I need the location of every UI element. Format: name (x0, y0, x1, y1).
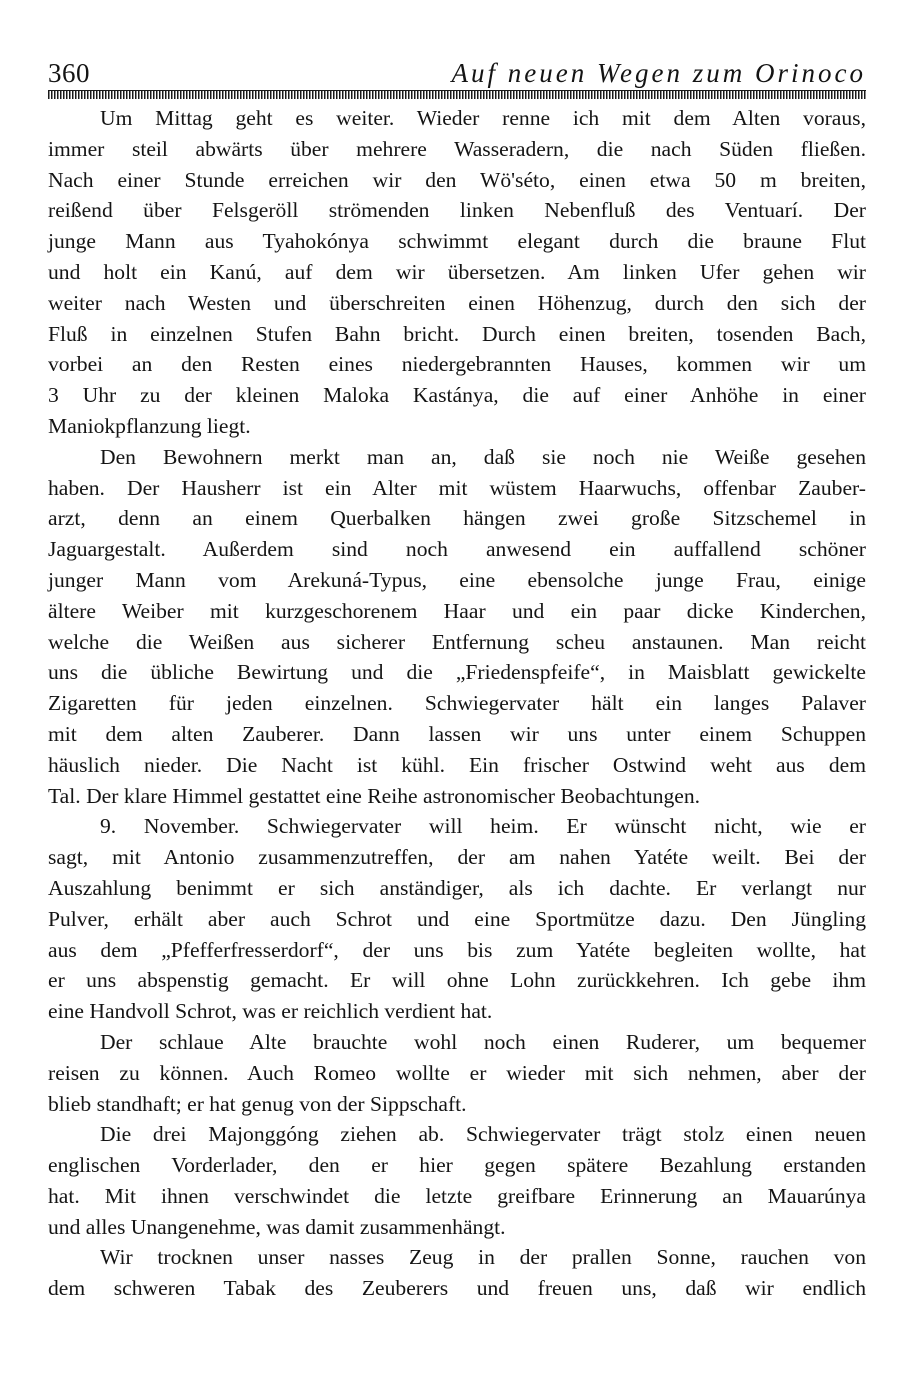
text-line: ältere Weiber mit kurzgeschorenem Haar und ein paar dicke Kinderchen, (48, 598, 866, 623)
header-rule (48, 90, 866, 99)
text-line: und holt ein Kanú, auf dem wir übersetzen. Am linken Ufer gehen wir (48, 259, 866, 284)
text-line: Tal. Der klare Himmel gestattet eine Reihe astronomischer Beobachtungen. (48, 783, 701, 808)
paragraph (48, 1119, 866, 1242)
text-line: sagt, mit Antonio zusammenzutreffen, der am nahen Yatéte weilt. Bei der (48, 845, 866, 870)
text-line: weiter nach Westen und überschreiten einen Höhenzug, durch den sich der (48, 290, 866, 315)
text-line: haben. Der Hausherr ist ein Alter mit wüstem Haarwuchs, offenbar Zauber- (48, 475, 866, 500)
body-text (48, 103, 866, 1304)
text-line: englischen Vorderlader, den er hier gegen spätere Bezahlung erstanden (48, 1153, 866, 1178)
text-line: Die drei Majonggóng ziehen ab. Schwiegervater trägt stolz einen neuen (100, 1122, 866, 1147)
text-line: immer steil abwärts über mehrere Wasseradern, die nach Süden fließen. (48, 136, 866, 161)
text-line: junger Mann vom Arekuná-Typus, eine ebensolche junge Frau, einige (48, 567, 866, 592)
text-line: häuslich nieder. Die Nacht ist kühl. Ein frischer Ostwind weht aus dem (48, 752, 866, 777)
text-line: Jaguargestalt. Außerdem sind noch anwesend ein auffallend schöner (48, 537, 866, 562)
text-line: arzt, denn an einem Querbalken hängen zwei große Sitzschemel in (48, 506, 866, 531)
text-line: reißend über Felsgeröll strömenden linken Nebenfluß des Ventuarí. Der (48, 198, 866, 223)
book-page (48, 56, 866, 1304)
text-line: reisen zu können. Auch Romeo wollte er wieder mit sich nehmen, aber der (48, 1060, 866, 1085)
text-line: Der schlaue Alte brauchte wohl noch einen Ruderer, um bequemer (100, 1029, 866, 1054)
text-line: Zigaretten für jeden einzelnen. Schwiegervater hält ein langes Palaver (48, 691, 866, 716)
running-title: Auf neuen Wegen zum Orinoco (451, 58, 866, 88)
text-line: uns die übliche Bewirtung und die „Friedenspfeife“, in Maisblatt gewickelte (48, 660, 866, 685)
text-line: Pulver, erhält aber auch Schrot und eine Sportmütze dazu. Den Jüngling (48, 906, 866, 931)
text-line: Auszahlung benimmt er sich anständiger, als ich dachte. Er verlangt nur (48, 875, 866, 900)
page-number: 360 (48, 58, 90, 88)
paragraph (48, 811, 866, 1027)
text-line: 9. November. Schwiegervater will heim. Er wünscht nicht, wie er (100, 814, 866, 839)
text-line: Um Mittag geht es weiter. Wieder renne ich mit dem Alten voraus, (100, 106, 866, 130)
text-line: hat. Mit ihnen verschwindet die letzte greifbare Erinnerung an Mauarúnya (48, 1183, 866, 1208)
paragraph (48, 1242, 866, 1304)
paragraph (48, 442, 866, 812)
text-line: vorbei an den Resten eines niedergebrannten Hauses, kommen wir um (48, 352, 866, 377)
text-line: dem schweren Tabak des Zeuberers und freuen uns, daß wir endlich (48, 1276, 866, 1301)
text-line: junge Mann aus Tyahokónya schwimmt elegant durch die braune Flut (48, 229, 866, 254)
text-line: Den Bewohnern merkt man an, daß sie noch nie Weiße gesehen (100, 444, 866, 469)
text-line: welche die Weißen aus sicherer Entfernung scheu anstaunen. Man reicht (48, 629, 866, 654)
text-line: Fluß in einzelnen Stufen Bahn bricht. Durch einen breiten, tosenden Bach, (48, 321, 866, 346)
text-line: und alles Unangenehme, was damit zusammenhängt. (48, 1214, 506, 1239)
text-line: Wir trocknen unser nasses Zeug in der prallen Sonne, rauchen von (100, 1245, 866, 1270)
text-line: eine Handvoll Schrot, was er reichlich verdient hat. (48, 999, 493, 1024)
text-line: aus dem „Pfefferfresserdorf“, der uns bis zum Yatéte begleiten wollte, hat (48, 937, 866, 962)
text-line: mit dem alten Zauberer. Dann lassen wir uns unter einem Schuppen (48, 721, 866, 746)
page-header (48, 56, 866, 88)
text-line: blieb standhaft; er hat genug von der Sippschaft. (48, 1091, 467, 1116)
text-line: Nach einer Stunde erreichen wir den Wö'séto, einen etwa 50 m breiten, (48, 167, 866, 192)
text-line: Maniokpflanzung liegt. (48, 413, 251, 438)
text-line: er uns abspenstig gemacht. Er will ohne Lohn zurückkehren. Ich gebe ihm (48, 968, 866, 993)
text-line: 3 Uhr zu der kleinen Maloka Kastánya, die auf einer Anhöhe in einer (48, 383, 866, 408)
paragraph (48, 103, 866, 442)
paragraph (48, 1027, 866, 1119)
